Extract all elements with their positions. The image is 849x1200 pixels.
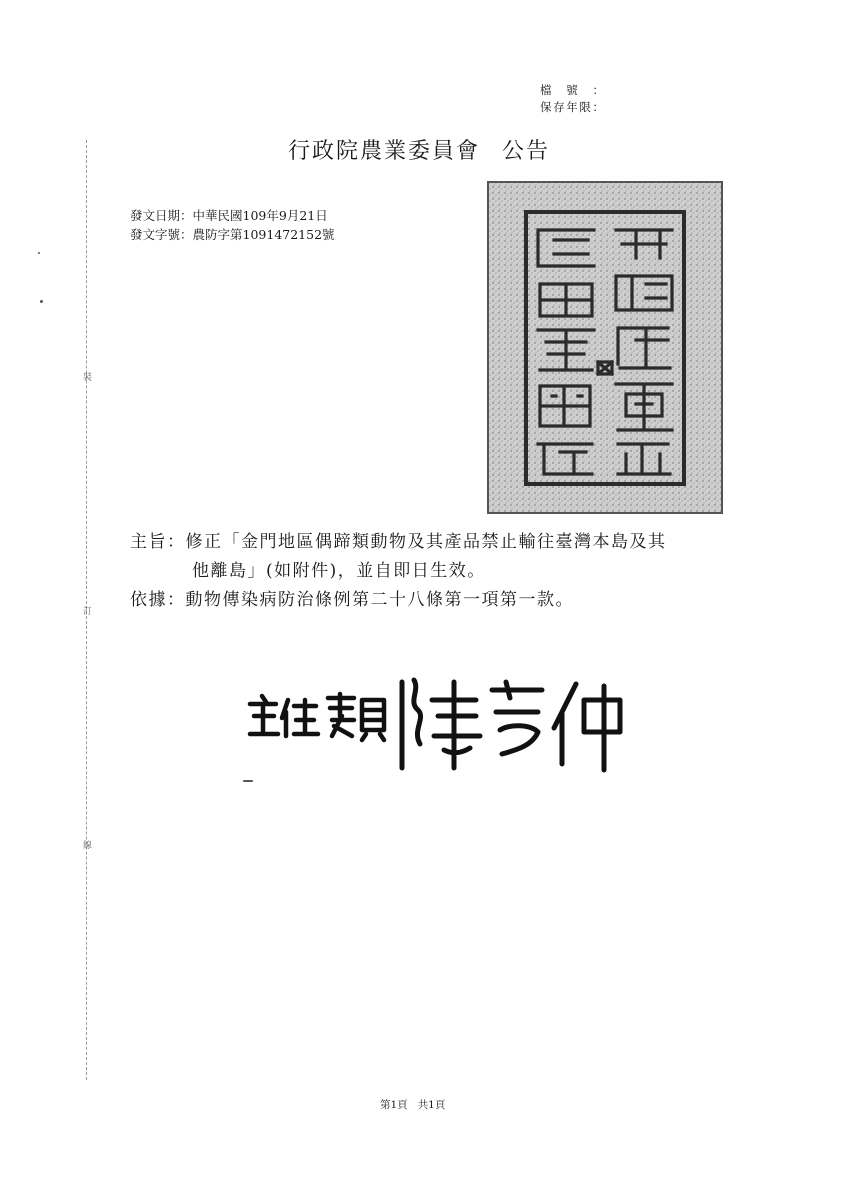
issue-meta	[130, 206, 335, 244]
signature-block	[244, 660, 664, 780]
reference-number-value: 農防字第1091472152號	[192, 227, 335, 242]
document-title	[288, 134, 550, 165]
archive-info	[540, 82, 604, 116]
document-type: 公告	[502, 139, 551, 164]
subject-label: 主旨：	[130, 532, 186, 552]
issue-date-label: 發文日期：	[130, 208, 193, 223]
binding-mark: 裝	[83, 373, 93, 383]
file-number-label: 檔號：	[540, 83, 604, 97]
document-body	[130, 528, 667, 615]
basis-paragraph	[130, 586, 667, 615]
scan-speck	[38, 252, 40, 254]
basis-label: 依據：	[130, 590, 186, 610]
basis-text: 動物傳染病防治條例第二十八條第一項第一款。	[185, 590, 574, 610]
reference-number-label: 發文字號：	[130, 227, 193, 242]
binding-mark: 線	[83, 841, 93, 851]
page-total: 共1頁	[417, 1099, 446, 1111]
agency-name: 行政院農業委員會	[288, 139, 481, 164]
subject-paragraph	[130, 528, 667, 557]
retention-period-label: 保存年限：	[540, 100, 604, 114]
signature-icon	[244, 660, 664, 780]
subject-continuation	[130, 557, 667, 586]
page-footer	[380, 1097, 445, 1112]
issue-date-value: 中華民國109年9月21日	[192, 208, 328, 223]
subject-text-line2: 他離島」(如附件)，並自即日生效。	[192, 561, 486, 581]
subject-text-line1: 修正「金門地區偶蹄類動物及其產品禁止輸往臺灣本島及其	[185, 532, 667, 552]
page-current: 第1頁	[380, 1099, 408, 1111]
seal-stamp-icon	[486, 180, 724, 515]
binding-mark: 訂	[83, 607, 93, 617]
official-seal	[486, 180, 724, 515]
scan-speck	[243, 780, 253, 782]
scan-speck	[40, 300, 43, 303]
